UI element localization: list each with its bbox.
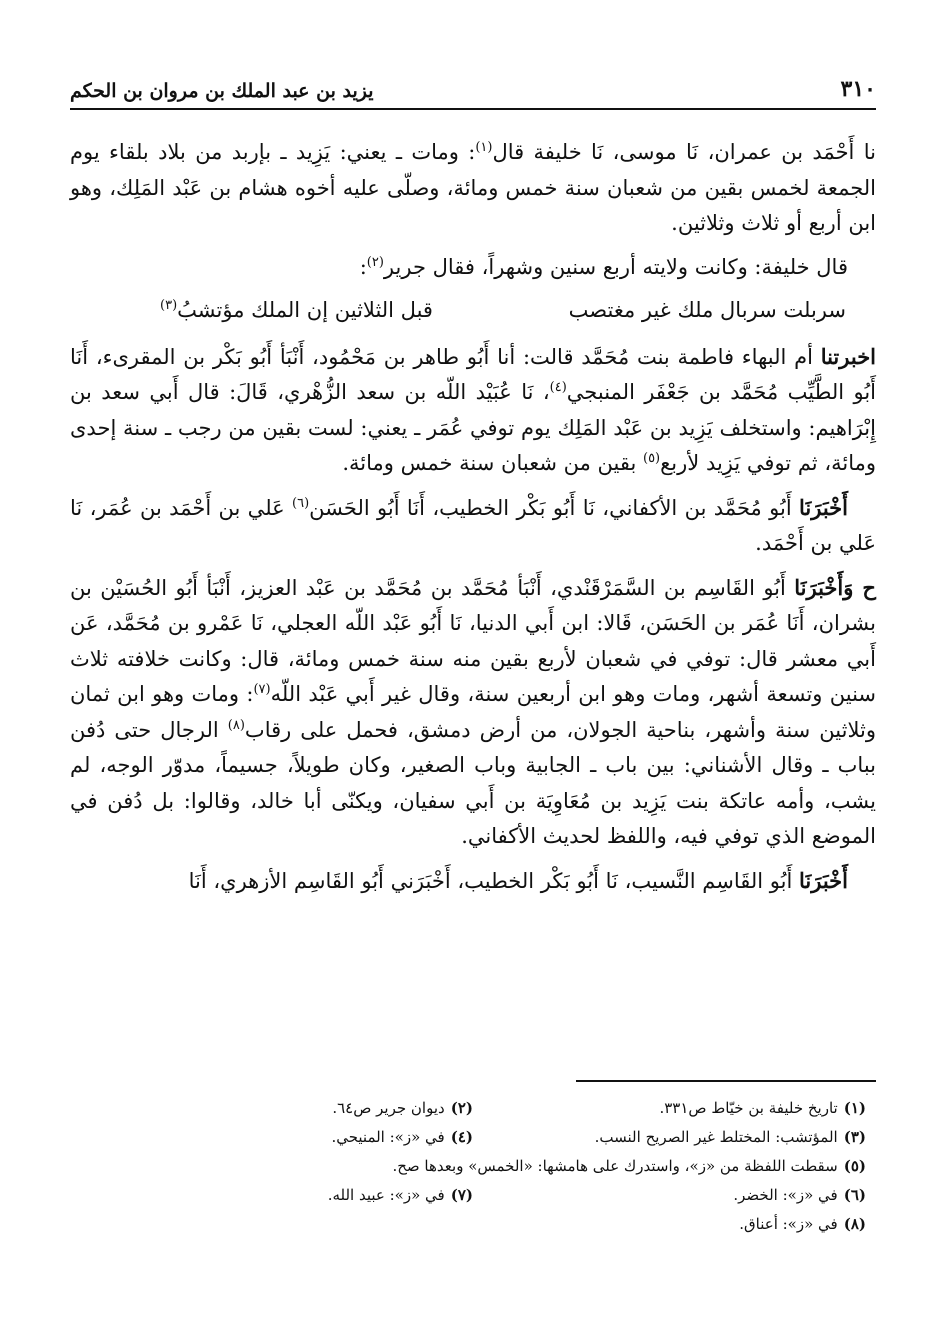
verse-hemistich-first: سربلت سربال ملك غير مغتصب [568,298,846,322]
text-run: : [359,254,367,279]
main-text [70,135,876,907]
footnote-separator [576,1080,876,1082]
text-run: أَبُو مُحَمَّد بن الأكفاني، نَا أَبُو بَكْر الخطيب، أَنَا أَبُو الحَسَن [309,495,800,520]
footnote-text: في «ز»: المنيحي. [331,1128,445,1146]
paragraph-5 [70,570,876,855]
footnote-ref: (٥) [642,451,661,466]
footnote-row [80,1181,866,1210]
text-run: بقين من شعبان سنة خمس ومائة. [342,451,643,475]
transmission-keyword: ح وَأَخْبَرَنَا [794,574,876,600]
footnote-number: (٣) [843,1128,866,1146]
footnote-8 [80,1210,866,1239]
running-title: يزيد بن عبد الملك بن مروان بن الحكم [70,80,374,102]
page-header [70,66,876,110]
footnotes [80,1094,866,1239]
footnote-2 [80,1094,473,1123]
paragraph-1 [70,135,876,242]
paragraph-4 [70,490,876,562]
footnote-text: سقطت اللفظة من «ز»، واستدرك على هامشها: «الخمس» وبعدها صح. [392,1157,838,1175]
footnote-ref: (٤) [549,380,567,395]
page-number: ٣١٠ [840,76,876,102]
footnote-row [80,1094,866,1123]
footnote-3 [473,1123,866,1152]
verse-hemistich-second [160,293,433,329]
footnote-5 [80,1152,866,1181]
footnote-row [80,1152,866,1181]
footnote-1 [473,1094,866,1123]
text-run: قبل الثلاثين إن الملك مؤتشبُ [177,298,433,322]
transmission-keyword: اخبرتنا [820,343,877,369]
footnote-number: (٧) [450,1186,473,1204]
footnote-text: تاريخ خليفة بن خيّاط ص٣٣١. [659,1099,838,1117]
footnote-ref: (٢) [366,254,384,270]
text-run: أم البهاء فاطمة بنت مُحَمَّد قالت: أنا أَبُو طاهر بن مَحْمُود، أَنْبَأ أَبُو بَكْر بن المقرىء، أَنَا أَبُو الطَّيِّب مُحَمَّد بن جَعْفَر المنبجي [70,344,876,404]
text-run: الرجال حتى دُفن بباب ـ وقال الأشناني: بين باب ـ الجابية وباب الصغير، وكان طويلاً، جسيماً، مدوّر الوجه، لم يشب، وأمه عاتكة بنت يَزِيد بن مُعَاوِيَة بن أَبي سفيان، ويكنّى أبا خالد، وقالوا: بل دُفن في الموضع الذي توفي فيه، واللفظ لحديث الأكفاني. [70,717,876,848]
transmission-keyword: أَخْبَرَنَا [799,494,848,520]
footnote-number: (٨) [843,1215,866,1233]
footnote-number: (٥) [843,1157,866,1175]
footnote-ref: (٧) [253,682,271,697]
footnote-row [80,1210,866,1239]
footnote-4 [80,1123,473,1152]
footnote-6 [473,1181,866,1210]
footnote-row [80,1123,866,1152]
footnote-ref: (٣) [160,298,178,313]
footnote-text: في «ز»: الخضر. [733,1186,838,1204]
footnote-number: (٢) [450,1099,473,1117]
footnote-text: ديوان جرير ص٦٤. [332,1099,445,1117]
text-run: قال خليفة: وكانت ولايته أربع سنين وشهراً، فقال جرير [383,254,848,279]
footnote-text: المؤتشب: المختلط غير الصريح النسب. [594,1128,838,1146]
footnote-number: (٤) [450,1128,473,1146]
text-run: : ومات ـ يعني: يَزِيد ـ بإربد من بلاد بلقاء يوم الجمعة لخمس بقين من شعبان سنة خمس ومائة، وصلّى عليه أخوه هشام بن عَبْد المَلِك، وهو ابن أربع أو ثلاث وثلاثين. [70,140,876,235]
transmission-keyword: أَخْبَرَنَا [799,867,848,893]
footnote-ref: (٨) [227,717,245,733]
text-run: عَلي بن أَحْمَد بن عُمَر، نَا عَلي بن أَحْمَد. [70,495,876,555]
text-run: نا أَحْمَد بن عمران، نَا موسى، نَا خليفة قال [492,140,876,164]
footnote-text: في «ز»: عبيد الله. [327,1186,445,1204]
paragraph-2 [70,250,876,286]
text-run: أَبُو القَاسِم النَّسيب، نَا أَبُو بَكْر الخطيب، أَخْبَرَني أَبُو القَاسِم الأزهري، أَنَا [188,868,800,893]
paragraph-3 [70,339,876,482]
footnote-text: في «ز»: أعناق. [739,1215,838,1233]
footnote-ref: (٦) [292,495,310,511]
text-run: : ومات وهو ابن ثمان وثلاثين سنة وأشهر، بناحية الجولان، من أرض دمشق، فحمل على رقاب [70,682,876,742]
footnote-7 [80,1181,473,1210]
footnote-number: (٦) [843,1186,866,1204]
paragraph-6 [70,863,876,900]
footnote-ref: (١) [475,140,493,155]
text-run: أَبُو القَاسِم بن السَّمَرْقَنْدي، أَنْبَأ مُحَمَّد بن مُحَمَّد بن عَبْد العزيز، أَنْبَأ أَبُو الحُسَيْن بن بشران، أَنَا عُمَر بن الحَسَن، قَالا: ابن أَبي الدنيا، نَا أَبُو عَبْد اللّه العجلي، نَا عَمْرو بن مُحَمَّد، عَن أَبي معشر قال: توفي في شعبان لأربع بقين منه سنة خمس ومائة، قال: وكانت خلافته ثلاث سنين وتسعة أشهر، ومات وهو ابن أربعين سنة، وقال غير أَبي عَبْد اللّه [70,575,876,706]
footnote-number: (١) [843,1099,866,1117]
text-run: ، نَا عُبَيْد اللّه بن سعد الزُّهْري، قَالَ: قال أَبي سعد بن إِبْرَاهيم: واستخلف يَزِيد بن عَبْد المَلِك يوم توفي عُمَر ـ يعني: لست بقين من رجب ـ سنة إحدى ومائة، ثم توفي يَزِيد لأربع [70,380,876,475]
poetry-verse [70,293,876,329]
